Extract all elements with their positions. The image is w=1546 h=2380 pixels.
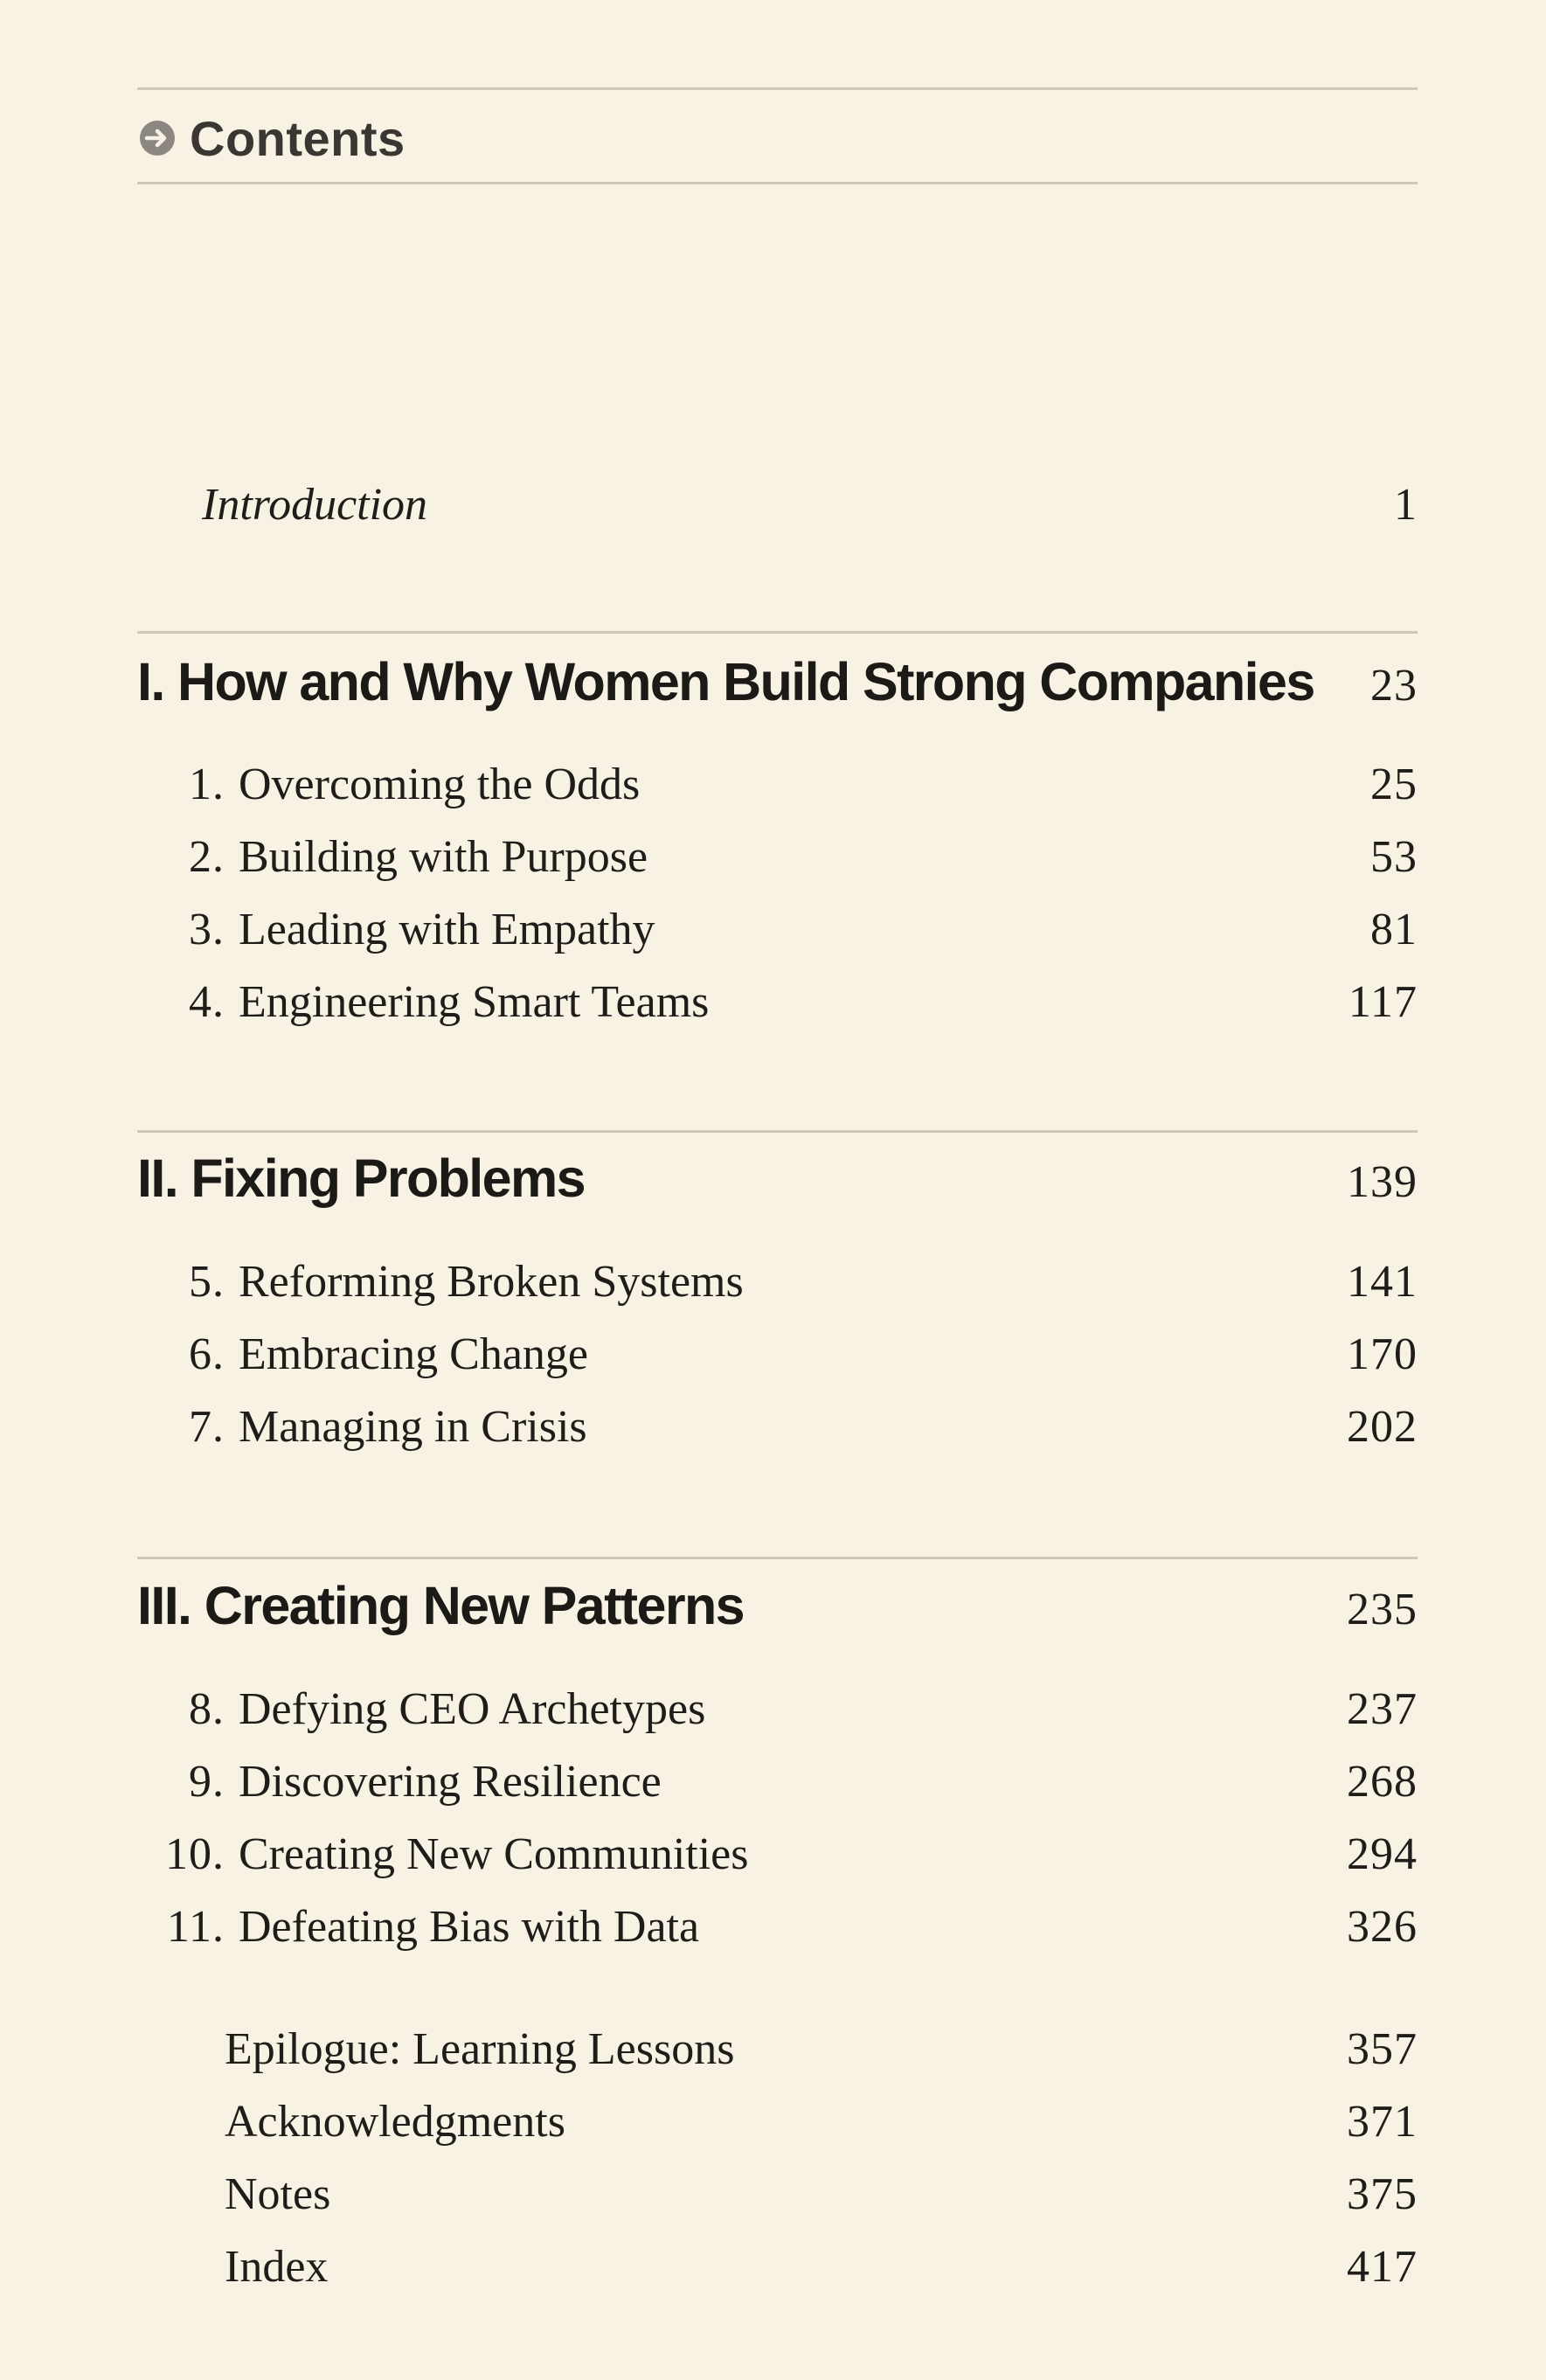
chapter-title: Leading with Empathy — [239, 905, 655, 954]
entry-label: Acknowledgments — [225, 2097, 565, 2147]
top-rule — [137, 87, 1418, 90]
toc-entry-chapter[interactable] — [137, 1828, 1418, 1880]
part-title: II. Fixing Problems — [137, 1148, 585, 1208]
header-rule — [137, 182, 1418, 184]
chapter-title: Discovering Resilience — [239, 1757, 662, 1807]
part-1-rule — [137, 631, 1418, 634]
contents-title: Contents — [190, 110, 406, 166]
part-page-number: 23 — [1370, 661, 1418, 711]
chapter-number: 10. — [165, 1829, 225, 1879]
part-heading-1[interactable] — [137, 651, 1418, 712]
toc-entry-acknowledgments[interactable] — [137, 2096, 1418, 2148]
part-heading-3[interactable] — [137, 1575, 1418, 1636]
chapter-title: Defying CEO Archetypes — [239, 1684, 706, 1734]
entry-page-number: 375 — [1347, 2169, 1418, 2219]
chapter-page-number: 53 — [1370, 832, 1418, 882]
toc-entry-chapter[interactable] — [137, 976, 1418, 1028]
chapter-number: 9. — [189, 1757, 225, 1807]
chapter-title: Managing in Crisis — [239, 1402, 587, 1452]
chapter-number: 4. — [189, 977, 225, 1027]
toc-entry-chapter[interactable] — [137, 1401, 1418, 1453]
chapter-page-number: 237 — [1347, 1684, 1418, 1734]
chapter-page-number: 117 — [1348, 977, 1418, 1027]
contents-header — [137, 103, 406, 173]
toc-entry-chapter[interactable] — [137, 1901, 1418, 1953]
entry-page-number: 1 — [1394, 480, 1418, 530]
arrow-circle-icon — [137, 118, 177, 158]
toc-entry-chapter[interactable] — [137, 1329, 1418, 1380]
entry-page-number: 371 — [1347, 2097, 1418, 2147]
chapter-number: 11. — [166, 1902, 225, 1952]
toc-entry-chapter[interactable] — [137, 831, 1418, 883]
part-title: I. How and Why Women Build Strong Companies — [137, 652, 1314, 711]
chapter-title: Embracing Change — [239, 1329, 588, 1379]
toc-entry-chapter[interactable] — [137, 904, 1418, 955]
chapter-title: Reforming Broken Systems — [239, 1257, 744, 1307]
chapter-page-number: 268 — [1347, 1757, 1418, 1807]
chapter-page-number: 170 — [1347, 1329, 1418, 1379]
entry-label: Index — [225, 2242, 329, 2292]
toc-entry-notes[interactable] — [137, 2168, 1418, 2220]
chapter-number: 3. — [189, 905, 225, 954]
chapter-number: 5. — [189, 1257, 225, 1307]
entry-page-number: 357 — [1347, 2024, 1418, 2074]
part-heading-2[interactable] — [137, 1148, 1418, 1209]
chapter-title: Defeating Bias with Data — [239, 1902, 700, 1952]
entry-label: Epilogue: Learning Lessons — [225, 2024, 735, 2074]
chapter-title: Overcoming the Odds — [239, 760, 641, 809]
toc-entry-chapter[interactable] — [137, 1756, 1418, 1808]
toc-entry-introduction[interactable] — [137, 479, 1418, 531]
part-3-rule — [137, 1557, 1418, 1559]
toc-entry-index[interactable] — [137, 2241, 1418, 2293]
chapter-page-number: 141 — [1347, 1257, 1418, 1307]
chapter-page-number: 81 — [1370, 905, 1418, 954]
part-title: III. Creating New Patterns — [137, 1576, 744, 1635]
part-2-rule — [137, 1130, 1418, 1133]
chapter-title: Engineering Smart Teams — [239, 977, 710, 1027]
chapter-page-number: 202 — [1347, 1402, 1418, 1452]
chapter-page-number: 326 — [1347, 1902, 1418, 1952]
chapter-title: Creating New Communities — [239, 1829, 749, 1879]
toc-entry-epilogue[interactable] — [137, 2023, 1418, 2075]
chapter-page-number: 25 — [1370, 760, 1418, 809]
chapter-number: 8. — [189, 1684, 225, 1734]
chapter-number: 2. — [189, 832, 225, 882]
part-page-number: 235 — [1347, 1585, 1418, 1634]
chapter-number: 7. — [189, 1402, 225, 1452]
chapter-title: Building with Purpose — [239, 832, 648, 882]
entry-label: Introduction — [202, 480, 428, 530]
chapter-page-number: 294 — [1347, 1829, 1418, 1879]
toc-entry-chapter[interactable] — [137, 1683, 1418, 1735]
entry-label: Notes — [225, 2169, 331, 2219]
chapter-number: 1. — [189, 760, 225, 809]
part-page-number: 139 — [1347, 1157, 1418, 1207]
toc-entry-chapter[interactable] — [137, 759, 1418, 810]
chapter-number: 6. — [189, 1329, 225, 1379]
toc-entry-chapter[interactable] — [137, 1256, 1418, 1308]
entry-page-number: 417 — [1347, 2242, 1418, 2292]
